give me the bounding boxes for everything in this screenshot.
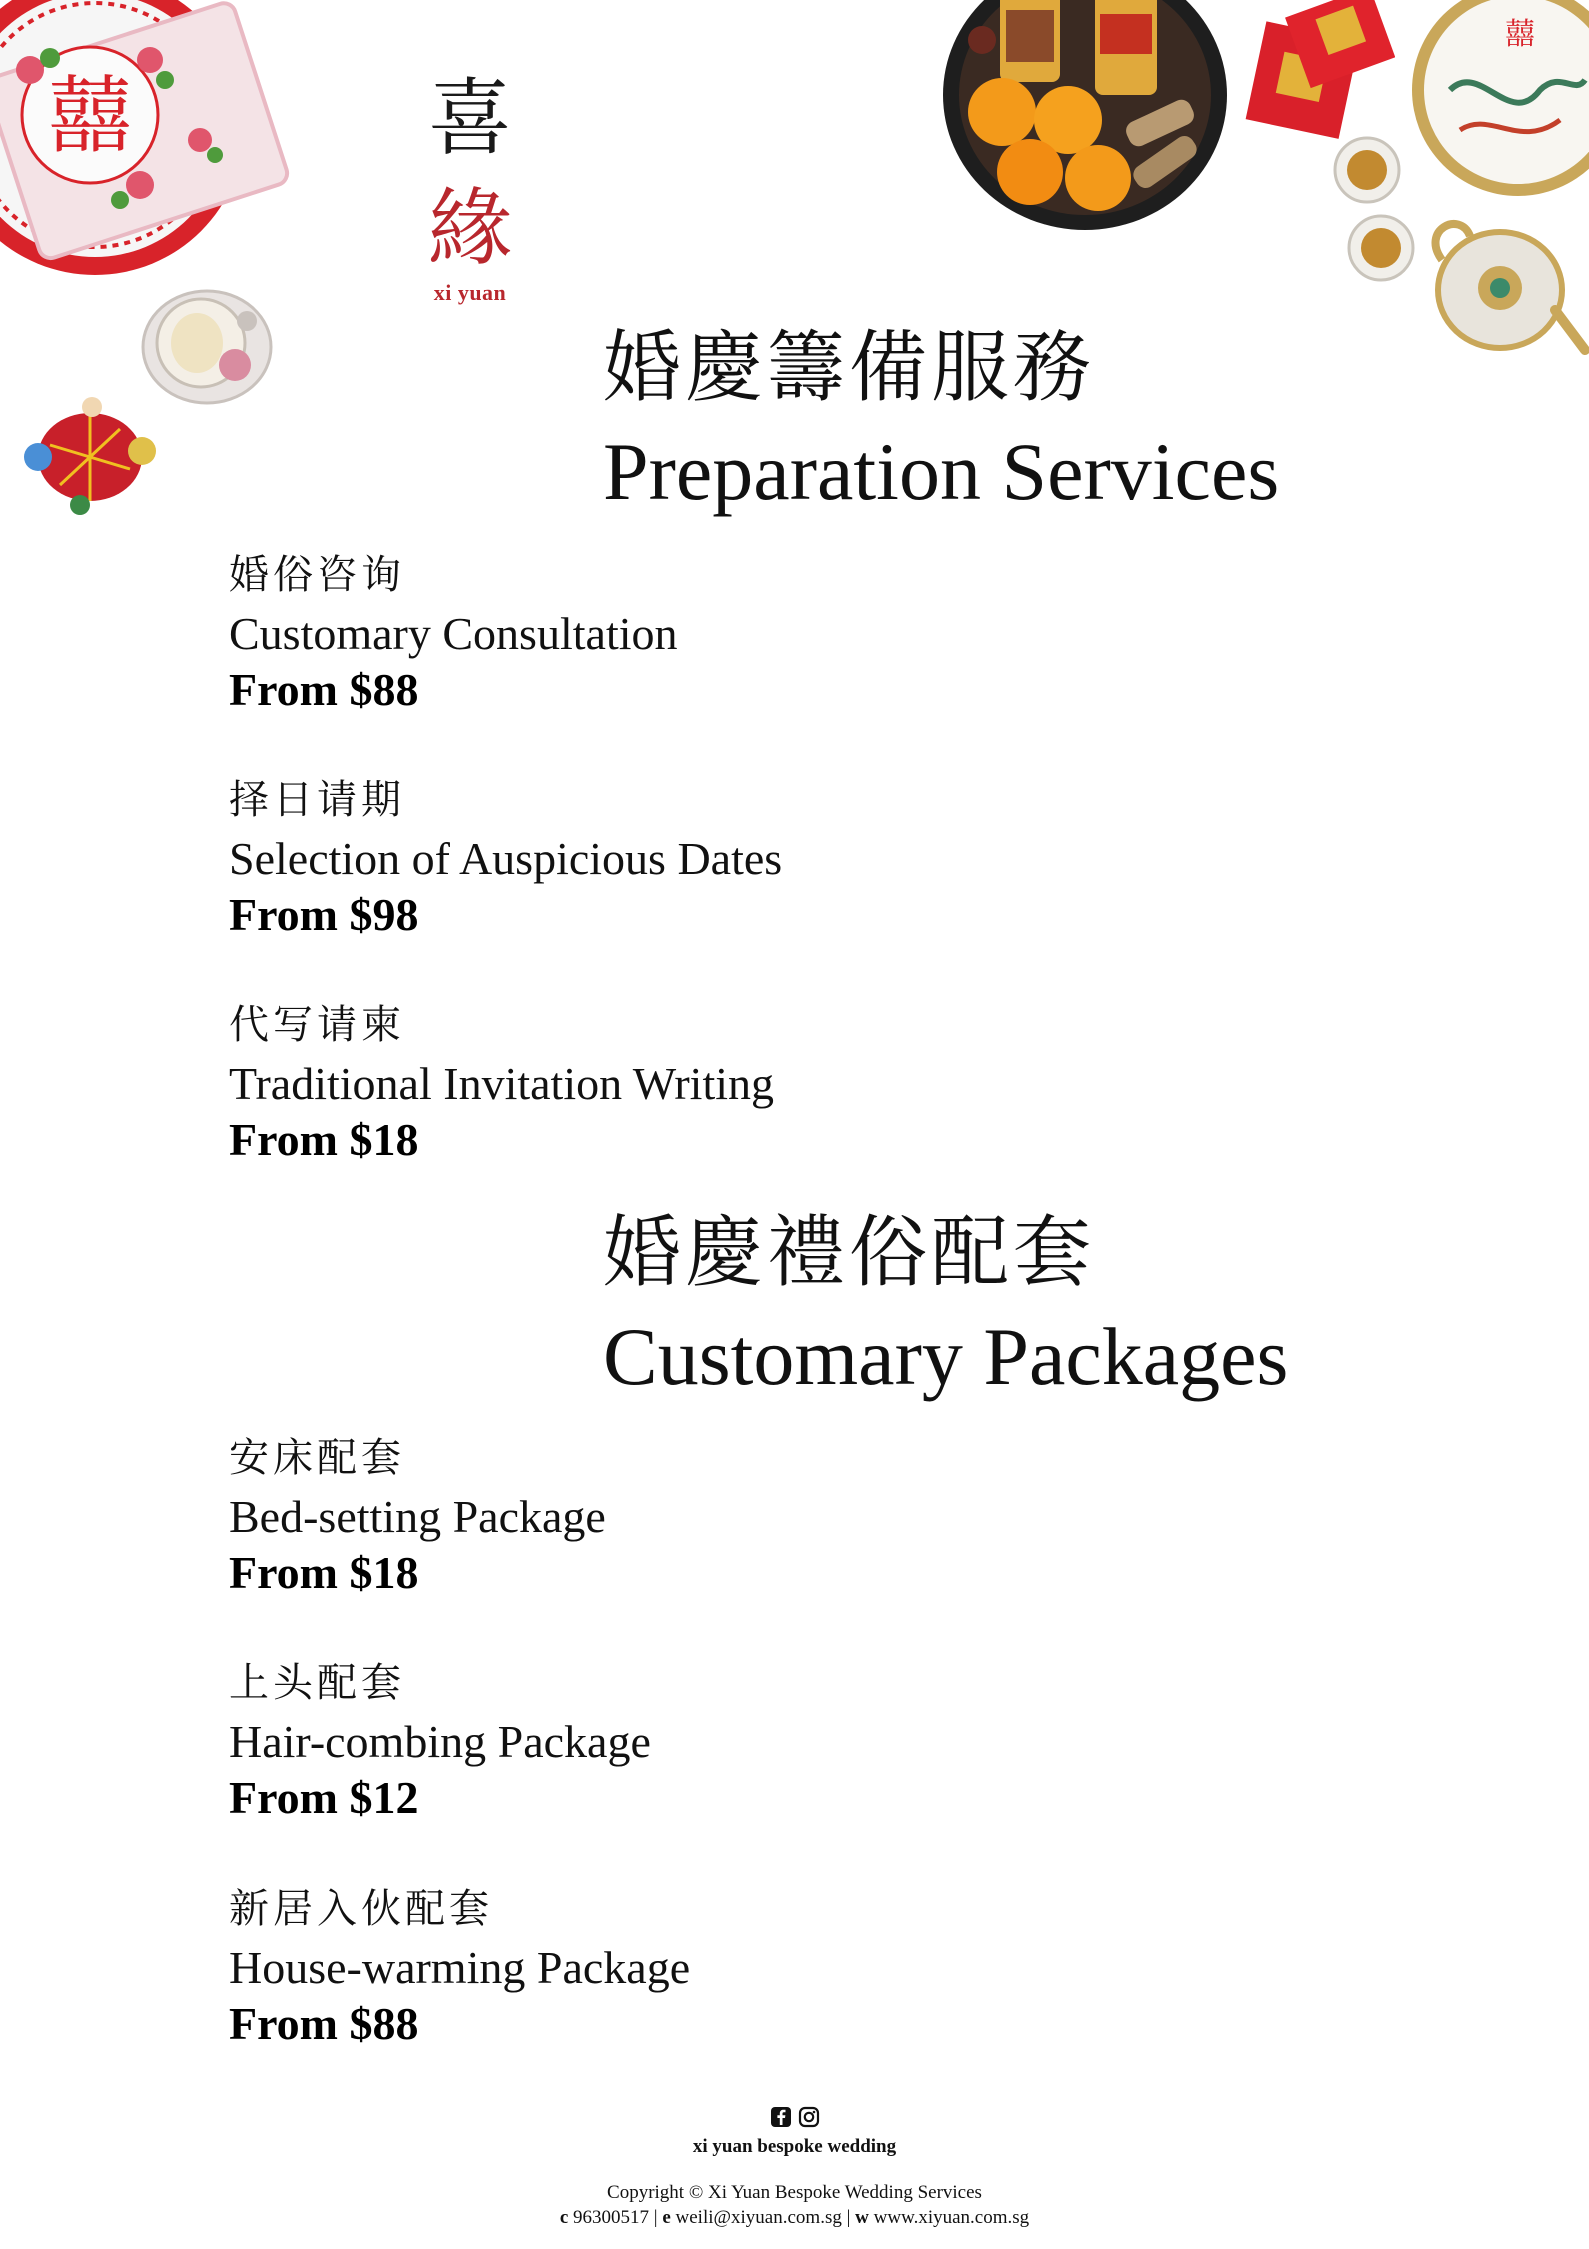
package-name-zh: 新居入伙配套	[229, 1886, 493, 1932]
web-label: w	[855, 2207, 869, 2228]
service-name-zh: 婚俗咨询	[229, 552, 405, 598]
email-label: e	[662, 2207, 671, 2228]
email-link[interactable]: weili@xiyuan.com.sg	[675, 2207, 842, 2228]
package-name-zh: 安床配套	[229, 1435, 405, 1481]
pin-cushion-illustration	[20, 395, 160, 515]
footer-brand: xi yuan bespoke wedding	[692, 2136, 897, 2157]
package-name-en: Bed-setting Package	[229, 1491, 606, 1542]
package-price: From $18	[229, 1547, 419, 1598]
facebook-icon[interactable]	[770, 2106, 792, 2128]
svg-text:囍: 囍	[47, 67, 133, 165]
social-links	[770, 2106, 820, 2128]
service-name-en: Selection of Auspicious Dates	[229, 833, 783, 884]
package-price: From $88	[229, 1998, 419, 2049]
section-heading-zh: 婚慶籌備服務	[603, 323, 1096, 413]
service-name-en: Customary Consultation	[229, 608, 678, 659]
service-item	[229, 775, 782, 943]
red-tray-illustration	[0, 0, 290, 310]
website-link[interactable]: www.xiyuan.com.sg	[873, 2207, 1030, 2228]
section-heading-en: Preparation Services	[603, 426, 1280, 517]
fruit-bowl-illustration	[940, 0, 1230, 230]
package-price: From $12	[229, 1772, 419, 1823]
package-item	[229, 1884, 690, 2052]
package-name-en: Hair-combing Package	[229, 1716, 651, 1767]
svg-text:囍: 囍	[1505, 17, 1535, 52]
footer-contact	[0, 2205, 1589, 2231]
footer-copyright: Copyright © Xi Yuan Bespoke Wedding Services	[607, 2182, 982, 2203]
section-heading-zh: 婚慶禮俗配套	[603, 1208, 1096, 1298]
service-name-zh: 择日请期	[229, 777, 405, 823]
section-heading-en: Customary Packages	[603, 1311, 1289, 1402]
package-name-en: House-warming Package	[229, 1942, 691, 1993]
package-name-zh: 上头配套	[229, 1660, 405, 1706]
section-heading-packages	[603, 1205, 1288, 1407]
tea-cups-illustration	[1325, 130, 1435, 290]
logo-character-yuan: 緣	[427, 179, 512, 277]
service-item	[229, 1000, 774, 1168]
phone-label: c	[559, 2207, 569, 2228]
red-envelopes-illustration	[1235, 0, 1395, 140]
service-item	[229, 550, 678, 718]
separator: |	[653, 2207, 658, 2228]
package-item	[229, 1433, 606, 1601]
package-item	[229, 1658, 651, 1826]
service-price: From $98	[229, 889, 419, 940]
separator: |	[846, 2207, 851, 2228]
phone-number[interactable]: 96300517	[573, 2207, 650, 2228]
service-price: From $18	[229, 1114, 419, 1165]
service-name-en: Traditional Invitation Writing	[229, 1058, 775, 1109]
teapot-illustration	[1420, 200, 1589, 360]
section-heading-preparation	[603, 320, 1279, 522]
service-price: From $88	[229, 664, 419, 715]
logo-text: xi yuan	[433, 280, 507, 305]
instagram-icon[interactable]	[798, 2106, 820, 2128]
logo-character-xi: 喜	[427, 69, 512, 167]
brand-logo	[420, 70, 520, 306]
footer	[0, 2106, 1589, 2231]
service-name-zh: 代写请柬	[229, 1002, 405, 1048]
